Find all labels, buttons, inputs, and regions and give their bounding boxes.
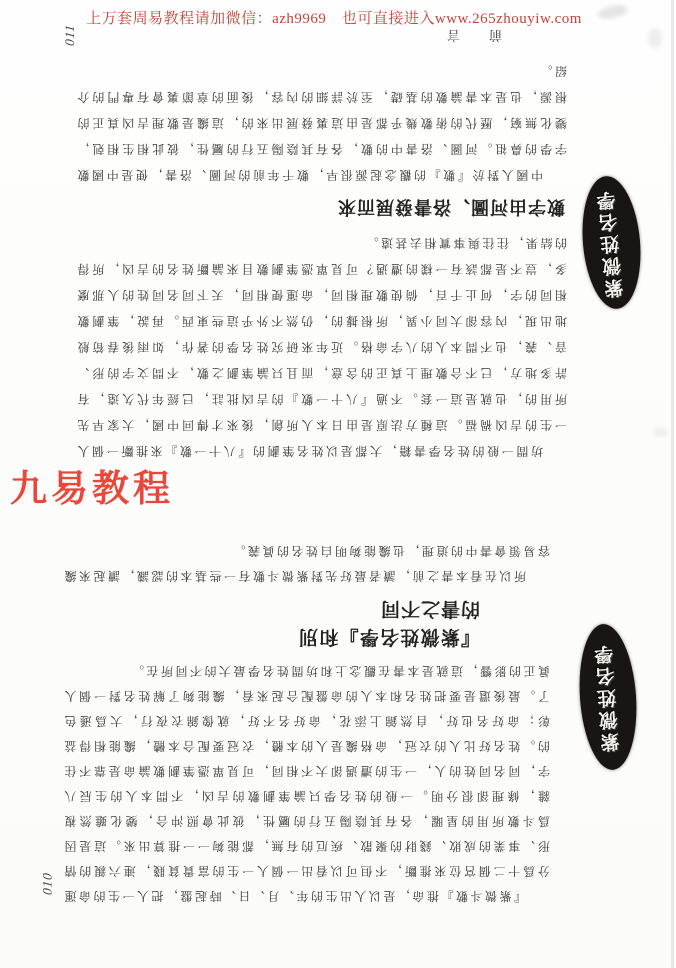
section-heading-hetu-luoshu: 數字由河圖、洛書發展而來 [337, 197, 565, 217]
book-title-tab-text: 紫微姓名學 [596, 186, 627, 299]
preface-paragraph-before-heading: 坊間一般的姓名學書籍，大都是以姓名筆劃的『八十一數』來推斷一個人一生的吉凶禍福。這種方法原是由日本人所創，後來才傳回中國，大家早先所用的，也就是這一套。不過『八十一數』的吉凶批註，已經年代久遠，有許多地方，已不合數理上真正的含意，而且只論筆劃之數，不問文字的形、音、義，也不問本人的八字命格。近年來研究姓名學的著作，如雨後春筍般地出現，內容卻大同小異，所根據的，仍然不外乎這些東西。再說，筆劃數相同的字，何止千百，倘使數理相同，命運便相同，天下同名同姓的人那麼多，豈不是都該有一樣的遭遇？可見單憑筆劃數目來論斷姓名的吉凶，所得的結果，往往與事實相去甚遠。 [75, 236, 567, 458]
page-number-010: 010 [39, 871, 55, 896]
scan-smudge [648, 28, 662, 48]
body-paragraph-before-heading: 『紫微斗數』推命，是以人出生的年、月、日、時起盤，把人一生的命運分爲十二個宮位來推斷，不但可以看出一個人一生的富貴貧賤，連六親的情形、事業的成敗、錢財的聚散、疾厄的有無，都能夠一一推算出來。這是因爲斗數所用的星曜，各有其陰陽五行的屬性，彼此會照沖合，變化雖然複雜，條理卻很分明。一般的姓名學只論筆劃數的吉凶，不問本人的生辰八字，同名同姓的人，一生的遭遇卻大不相同，可見單憑筆劃數論命是靠不住的。姓名好比人的衣冠，命格纔是人的本體，衣冠要配合本體，纔能相得益彰；命好名也好，自然錦上添花，命好名不好，就像錦衣夜行，大爲遜色了。最後還是要把姓名和本人的命盤配合起來看，纔能夠了解姓名對一個人眞正的影響，這就是本書在觀念上和坊間姓名學最大的不同所在。 [61, 664, 550, 903]
spine-tab-lower [575, 622, 641, 772]
section-heading-difference: 『紫微姓名學』和別的書之不同 [298, 598, 480, 647]
watermark-text: 九易教程 [10, 468, 174, 509]
scanned-page-010 [39, 528, 550, 908]
spine-tab-upper [577, 174, 645, 311]
book-title-tab-text: 紫微姓名學 [593, 641, 623, 753]
scan-edge-line [671, 0, 674, 968]
footer-section-label: 前 言 [438, 28, 502, 43]
promo-header-text: 上万套周易教程请加微信：azh9969 也可直接进入www.265zhouyiw.com [86, 11, 582, 27]
closing-paragraph: 所以在看本書之前，讀者最好先對紫微斗數有一些基本的認識，讀起來纔容易領會書中的道理，也纔能夠明白姓名的眞義。 [61, 544, 550, 583]
scanned-page-011 [61, 23, 567, 464]
page-footer [61, 22, 567, 52]
page-number-011: 011 [61, 23, 77, 47]
preface-paragraph-after-heading: 中國人對於『數』的觀念起源很早，數千年前的河圖、洛書，便是中國數字學的鼻祖。河圖、洛書中的數，各有其陰陽五行的屬性，彼此相生相剋，變化無窮，歷代的術數幾乎都是由這裏發展出來的，這纔是數理吉凶真正的根源，也是本書論數的基礎，至於詳細的內容，後面的章節裏會有專門的介紹。 [75, 64, 567, 182]
scan-smudge [652, 428, 668, 437]
